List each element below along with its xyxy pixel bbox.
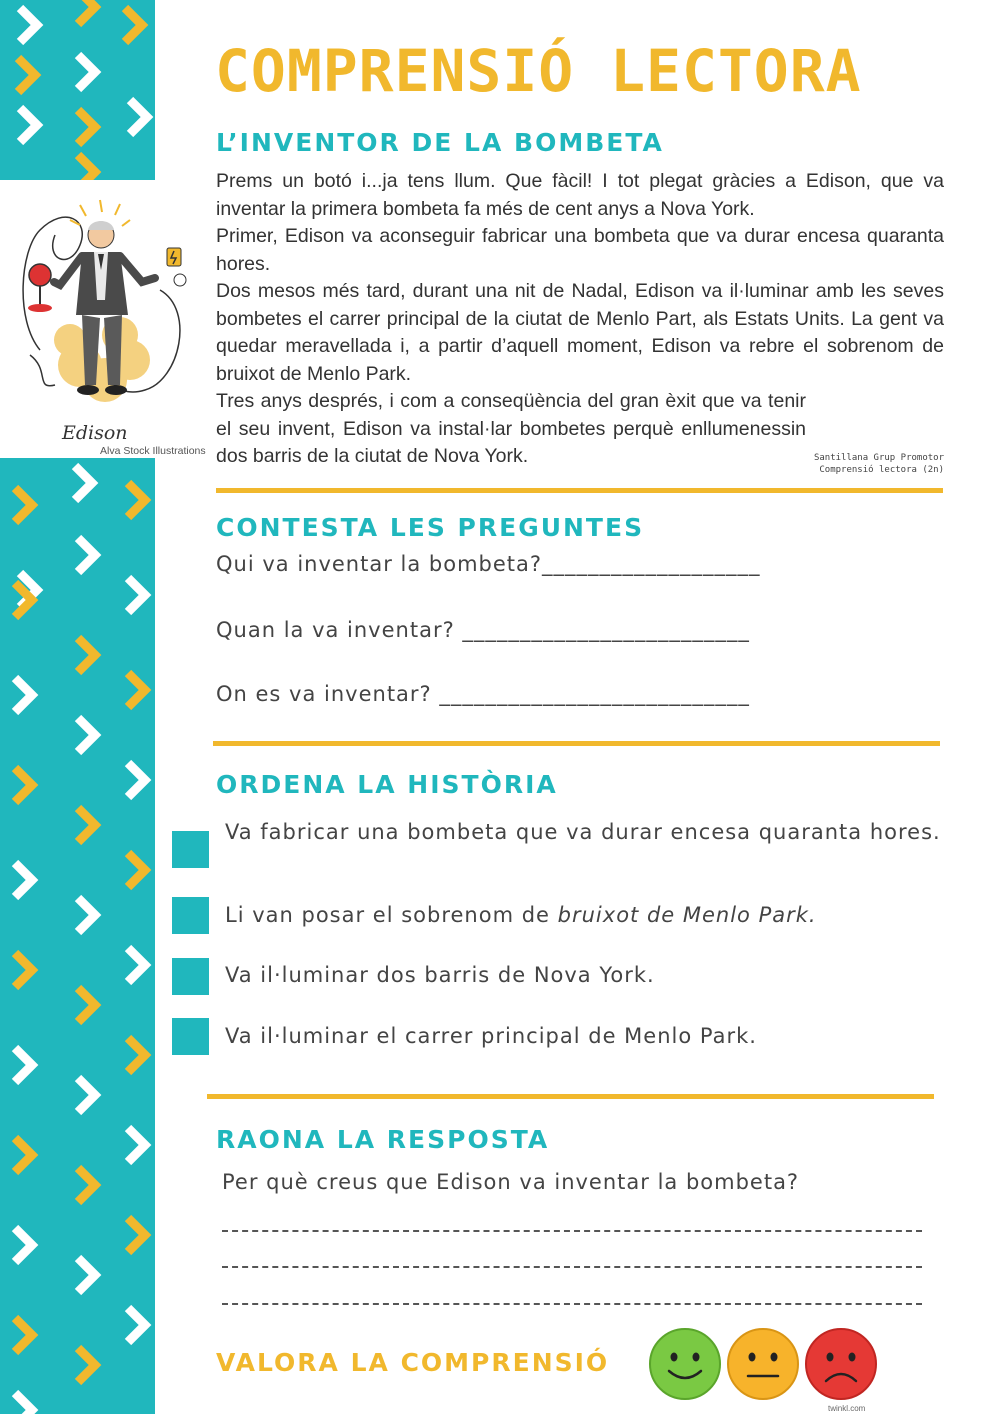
twinkl-credit: twinkl.com [828,1404,866,1413]
text-source [814,452,944,476]
section-divider [207,1094,934,1099]
questions-heading: CONTESTA LES PREGUNTES [216,513,645,542]
order-checkbox[interactable] [172,1018,209,1055]
chevron-pattern [0,458,155,1414]
section-divider [213,741,940,746]
order-checkbox[interactable] [172,831,209,868]
order-item [225,898,817,933]
order-item: Va fabricar una bombeta que va durar encesa quaranta hores. [225,820,941,844]
order-item-text: Li van posar el sobrenom de [225,903,558,927]
edison-figure-icon [10,190,200,425]
happy-face-icon[interactable] [648,1327,722,1401]
sad-face-icon[interactable] [804,1327,878,1401]
order-checkbox[interactable] [172,897,209,934]
answer-line[interactable] [222,1230,922,1232]
reading-paragraph: Primer, Edison va aconseguir fabricar una bombeta que va durar encesa quaranta hores. [216,225,944,275]
decorative-chevron-strip-top [0,0,155,180]
order-item: Va il·luminar el carrer principal de Menlo Park. [225,1024,757,1048]
chevron-pattern [0,0,155,180]
order-item-italic: bruixot de Menlo Park. [557,903,817,927]
order-heading: ORDENA LA HISTÒRIA [216,770,558,799]
page-title: COMPRENSIÓ LECTORA [215,37,862,105]
reading-paragraph: Dos mesos més tard, durant una nit de Nadal, Edison va il·luminar amb les seves bombetes el carrer principal de la ciutat de Menlo Part, als Estats Units. La gent va quedar meravellada i, a partir d’aquell moment, Edison va rebre el sobrenom de bruixot de Menlo Park. [216,280,944,385]
neutral-face-icon[interactable] [726,1327,800,1401]
answer-line[interactable] [222,1266,922,1268]
reading-heading: L’INVENTOR DE LA BOMBETA [216,128,664,157]
reading-paragraph: Tres anys després, i com a conseqüència del gran èxit que va tenir el seu invent, Edison va instal·lar bombetes perquè enllumenessin dos barris de la ciutat de Nova York. [216,390,806,467]
source-line: Comprensió lectora (2n) [819,465,944,475]
decorative-chevron-strip-bottom [0,458,155,1414]
reason-heading: RAONA LA RESPOSTA [216,1125,550,1154]
question-where[interactable]: On es va inventar? ___________________________ [216,682,750,706]
reason-question: Per què creus que Edison va inventar la bombeta? [222,1170,800,1194]
question-who[interactable]: Qui va inventar la bombeta?___________________ [216,552,761,576]
source-line: Santillana Grup Promotor [813,453,944,463]
answer-line[interactable] [222,1303,922,1305]
section-divider [216,488,943,493]
order-item: Va il·luminar dos barris de Nova York. [225,963,655,987]
reading-text [216,168,944,471]
rating-heading: VALORA LA COMPRENSIÓ [216,1348,610,1377]
question-when[interactable]: Quan la va inventar? _________________________ [216,618,750,642]
order-checkbox[interactable] [172,958,209,995]
edison-signature: Edison [62,422,128,444]
illustration-credit: Alva Stock Illustrations [100,445,206,457]
edison-illustration [0,180,210,458]
reading-paragraph: Prems un botó i...ja tens llum. Que fàcil! I tot plegat gràcies a Edison, que va inventar la primera bombeta fa més de cent anys a Nova York. [216,170,944,220]
